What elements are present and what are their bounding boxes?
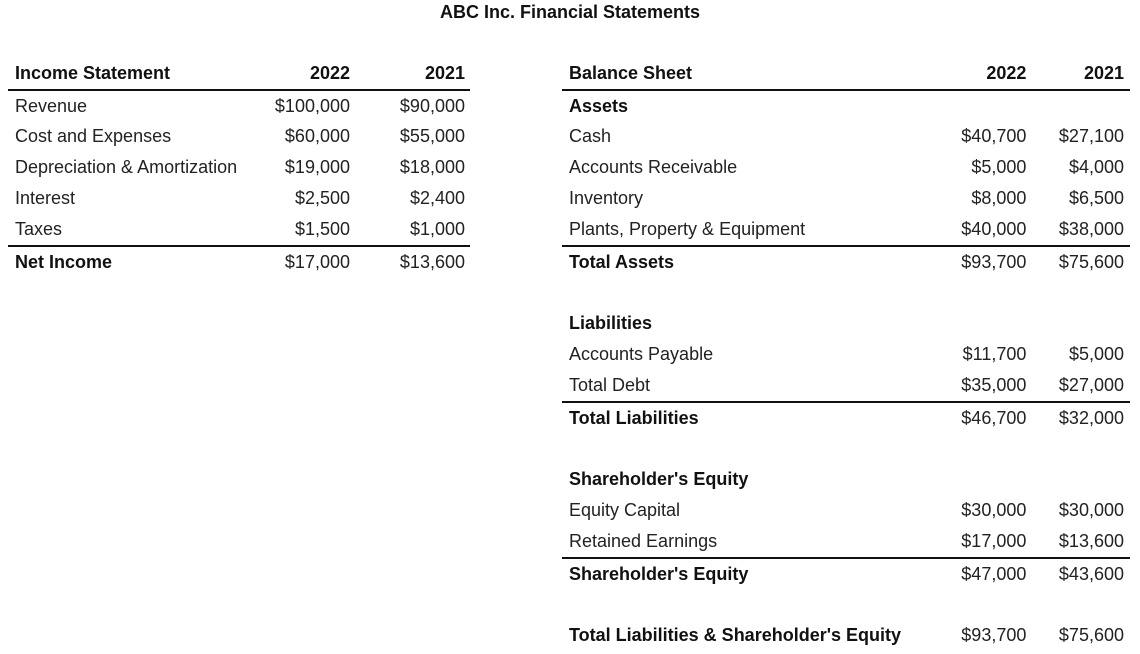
table-row [562,495,1130,526]
section-heading-assets [562,90,1130,122]
total-row-liabilities [562,402,1130,434]
value-2022: $40,000 [961,214,1026,246]
section-heading-liabilities [562,308,1130,339]
value-2022: $19,000 [284,157,350,178]
year-header-2021: 2021 [1026,58,1130,90]
income-statement-header: Income Statement [8,58,256,90]
table-header-row [8,58,470,90]
value-2022: $30,000 [961,500,1027,521]
value-2021: $55,000 [399,126,465,147]
value-2022: $93,700 [961,251,1027,272]
table-header-row [562,58,1130,90]
value-2021: $38,000 [1026,214,1130,246]
row-label: Accounts Receivable [569,157,738,178]
income-statement-table [8,58,470,278]
year-header-2022: 2022 [961,58,1026,90]
row-label: Equity Capital [569,500,681,521]
table-row [8,152,470,183]
section-heading: Shareholder's Equity [569,469,749,490]
balance-sheet-table [562,58,1130,651]
table-row [8,183,470,214]
row-label: Retained Earnings [562,526,961,558]
value-2022: $40,700 [961,126,1027,147]
value-2021: $18,000 [399,157,465,178]
balance-sheet-header: Balance Sheet [562,58,961,90]
row-label: Total Liabilities [569,407,699,428]
value-2022: $60,000 [284,126,350,147]
row-label: Accounts Payable [569,344,714,365]
value-2021: $5,000 [1068,344,1124,365]
spacer-row [562,434,1130,465]
row-label: Plants, Property & Equipment [562,214,961,246]
total-row-net-income [8,246,470,278]
total-row-assets [562,246,1130,278]
table-row [562,122,1130,153]
row-label: Total Liabilities & Shareholder's Equity [569,625,902,646]
row-label: Depreciation & Amortization [15,157,238,178]
value-2021: $27,000 [1026,370,1130,402]
table-row [562,152,1130,183]
table-row [8,122,470,153]
row-label: Total Assets [569,251,675,272]
value-2021: $90,000 [399,95,465,116]
value-2021: $1,000 [350,214,470,246]
value-2021: $13,600 [1026,526,1130,558]
table-row [562,370,1130,402]
row-label: Net Income [15,251,113,272]
table-row [562,183,1130,214]
row-label: Cost and Expenses [15,126,172,147]
table-row [562,339,1130,370]
value-2021: $32,000 [1058,407,1124,428]
grand-total-row [562,620,1130,651]
value-2022: $8,000 [971,188,1027,209]
value-2021: $6,500 [1068,188,1124,209]
value-2022: $35,000 [961,370,1026,402]
section-heading: Assets [569,95,629,116]
value-2022: $5,000 [971,157,1027,178]
value-2022: $100,000 [274,95,350,116]
spacer-row [562,278,1130,309]
section-heading: Liabilities [569,313,653,334]
row-label: Cash [569,126,612,147]
section-heading-equity [562,464,1130,495]
value-2022: $93,700 [961,625,1027,646]
value-2021: $4,000 [1068,157,1124,178]
table-row [8,214,470,246]
row-label: Shareholder's Equity [569,563,749,584]
total-row-equity [562,558,1130,590]
table-row [562,526,1130,558]
value-2022: $46,700 [961,407,1027,428]
value-2022: $47,000 [961,563,1027,584]
row-label: Interest [15,188,76,209]
value-2021: $27,100 [1058,126,1124,147]
row-label: Taxes [8,214,256,246]
page-title: ABC Inc. Financial Statements [439,2,701,22]
value-2022: $2,500 [294,188,350,209]
row-label: Revenue [15,95,88,116]
table-row [562,214,1130,246]
value-2021: $13,600 [399,251,465,272]
value-2021: $30,000 [1058,500,1124,521]
value-2022: $11,700 [962,344,1027,365]
value-2021: $2,400 [409,188,465,209]
year-header-2022: 2022 [256,58,350,90]
value-2021: $75,600 [1058,625,1124,646]
row-label: Total Debt [562,370,961,402]
row-label: Inventory [569,188,644,209]
value-2021: $43,600 [1058,563,1124,584]
table-row [8,90,470,122]
value-2021: $75,600 [1058,251,1124,272]
spacer-row [562,590,1130,621]
year-header-2021: 2021 [350,58,470,90]
value-2022: $17,000 [961,526,1026,558]
value-2022: $17,000 [284,251,350,272]
value-2022: $1,500 [256,214,350,246]
